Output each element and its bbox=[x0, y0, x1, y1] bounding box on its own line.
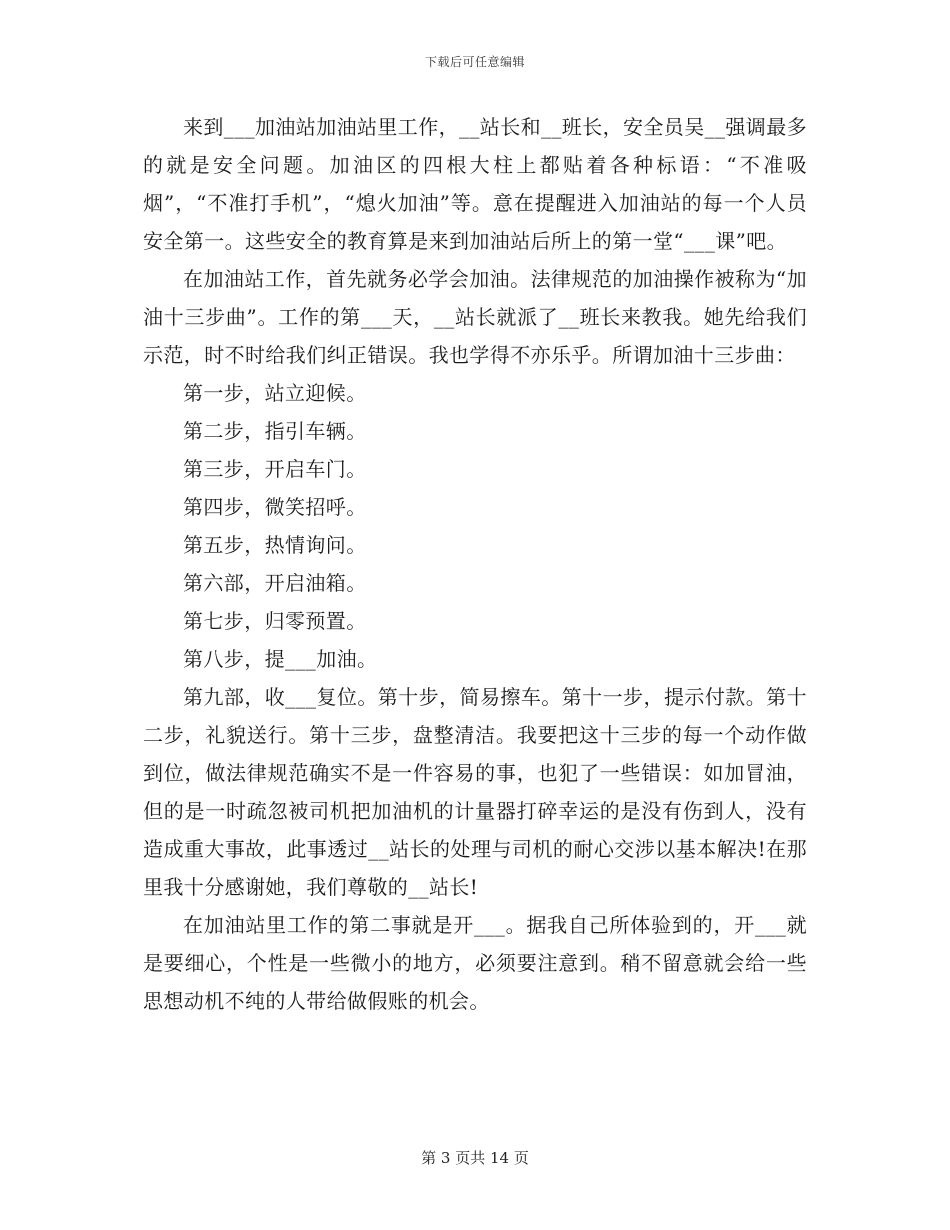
paragraph: 来到___加油站加油站里工作，__站长和__班长，安全员吴__强调最多的就是安全问题。加油区的四根大柱上都贴着各种标语：“不准吸烟”，“不准打手机”，“熄火加油”等。意在提醒进入加油站的每一个人员安全第一。这些安全的教育算是来到加油站后所上的第一堂“___课”吧。 bbox=[143, 115, 807, 253]
page-number: 第 3 页共 14 页 bbox=[421, 1149, 529, 1167]
step-item: 第三步，开启车门。 bbox=[183, 457, 367, 481]
paragraph: 第九部，收___复位。第十步，简易擦车。第十一步，提示付款。第十二步，礼貌送行。第十三步，盘整清洁。我要把这十三步的每一个动作做到位，做法律规范确实不是一件容易的事，也犯了一些错误：如加冒油，但的是一时疏忽被司机把加油机的计量器打碎幸运的是没有伤到人，没有造成重大事故，此事透过__站长的处理与司机的耐心交涉以基本解决!在那里我十分感谢她，我们尊敬的__站长! bbox=[143, 685, 807, 899]
step-item: 第八步，提___加油。 bbox=[183, 647, 378, 671]
step-item: 第二步，指引车辆。 bbox=[183, 419, 367, 443]
step-item: 第六部，开启油箱。 bbox=[183, 571, 367, 595]
step-item: 第四步，微笑招呼。 bbox=[183, 495, 367, 519]
paragraph: 在加油站工作，首先就务必学会加油。法律规范的加油操作被称为“加油十三步曲”。工作的第___天，__站长就派了__班长来教我。她先给我们示范，时不时给我们纠正错误。我也学得不亦乐乎。所谓加油十三步曲： bbox=[143, 267, 807, 367]
paragraph: 在加油站里工作的第二事就是开___。据我自己所体验到的，开___就是要细心，个性是一些微小的地方，必须要注意到。稍不留意就会给一些思想动机不纯的人带给做假账的机会。 bbox=[143, 913, 807, 1013]
step-item: 第一步，站立迎候。 bbox=[183, 381, 367, 405]
document-body bbox=[143, 108, 807, 1020]
page-header: 下载后可任意编辑 bbox=[424, 55, 525, 69]
step-item: 第七步，归零预置。 bbox=[183, 609, 367, 633]
step-item: 第五步，热情询问。 bbox=[183, 533, 367, 557]
